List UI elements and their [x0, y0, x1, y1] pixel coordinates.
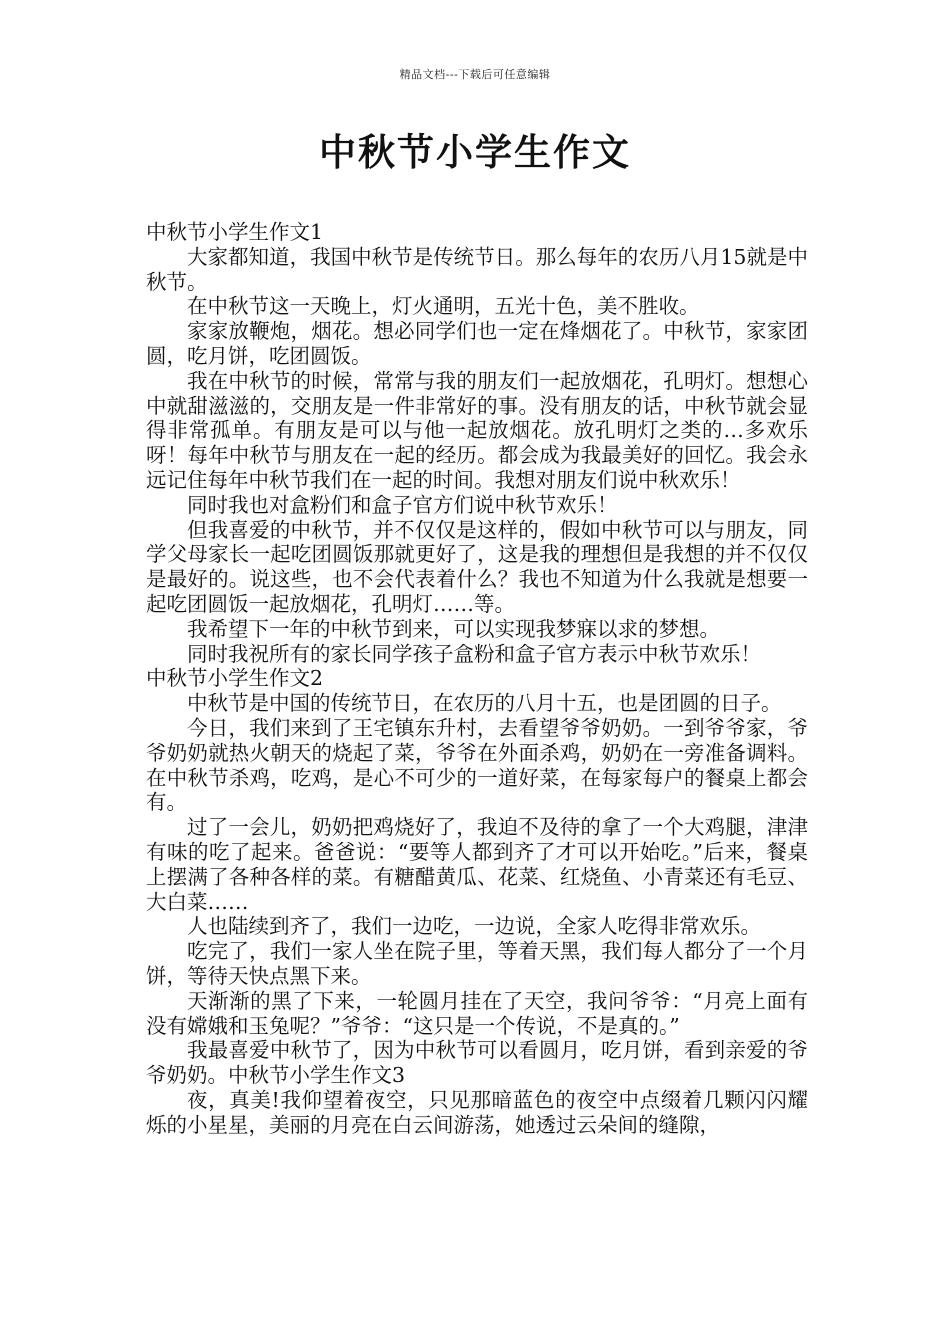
- paragraph: 我最喜爱中秋节了，因为中秋节可以看圆月，吃月饼，看到亲爱的爷爷奶奶。中秋节小学生作文3: [146, 1038, 808, 1088]
- paragraph: 家家放鞭炮，烟花。想必同学们也一定在烽烟花了。中秋节，家家团圆，吃月饼，吃团圆饭。: [146, 319, 808, 368]
- paragraph: 中秋节是中国的传统节日，在农历的八月十五，也是团圆的日子。: [187, 691, 782, 716]
- paragraph: 今日，我们来到了王宅镇东升村，去看望爷爷奶奶。一到爷爷家，爷爷奶奶就热火朝天的烧起了菜，爷爷在外面杀鸡，奶奶在一旁准备调料。在中秋节杀鸡，吃鸡，是心不可少的一道好菜，在每家每户的餐桌上都会有。: [146, 715, 808, 815]
- document-title: 中秋节小学生作文: [319, 131, 631, 174]
- paragraph: 同时我也对盒粉们和盒子官方们说中秋节欢乐！: [187, 492, 618, 517]
- paragraph: 夜，真美!我仰望着夜空，只见那暗蓝色的夜空中点缀着几颗闪闪耀烁的小星星，美丽的月亮在白云间游荡，她透过云朵间的缝隙，: [146, 1087, 808, 1137]
- paragraph: 过了一会儿，奶奶把鸡烧好了，我迫不及待的拿了一个大鸡腿，津津有味的吃了起来。爸爸说：“要等人都到齐了才可以开始吃。”后来，餐桌上摆满了各种各样的菜。有糖醋黄瓜、花菜、红烧鱼、小青菜还有毛豆、大白菜……: [146, 815, 808, 914]
- paragraph: 我希望下一年的中秋节到来，可以实现我梦寐以求的梦想。: [187, 616, 720, 641]
- paragraph: 天渐渐的黑了下来，一轮圆月挂在了天空，我问爷爷：“月亮上面有没有嫦娥和玉兔呢？”爷爷：“这只是一个传说，不是真的。”: [146, 988, 808, 1038]
- header-note: 精品文档---下载后可任意编辑: [399, 68, 551, 81]
- paragraph: 吃完了，我们一家人坐在院子里，等着天黑，我们每人都分了一个月饼，等待天快点黑下来。: [146, 939, 808, 988]
- paragraph: 大家都知道，我国中秋节是传统节日。那么每年的农历八月15就是中秋节。: [146, 244, 808, 294]
- paragraph: 人也陆续到齐了，我们一边吃，一边说，全家人吃得非常欢乐。: [187, 914, 761, 939]
- paragraph: 我在中秋节的时候，常常与我的朋友们一起放烟花，孔明灯。想想心中就甜滋滋的，交朋友是一件非常好的事。没有朋友的话，中秋节就会显得非常孤单。有朋友是可以与他一起放烟花。放孔明灯之类的…多欢乐呀！每年中秋节与朋友在一起的经历。都会成为我最美好的回忆。我会永远记住每年中秋节我们在一起的时间。我想对朋友们说中秋欢乐！: [146, 368, 808, 492]
- essay-heading-2: 中秋节小学生作文2: [146, 666, 324, 691]
- essay-heading-1: 中秋节小学生作文1: [146, 220, 324, 244]
- document-body: [146, 220, 808, 1137]
- paragraph: 在中秋节这一天晚上，灯火通明，五光十色，美不胜收。: [187, 294, 700, 319]
- paragraph: 同时我祝所有的家长同学孩子盒粉和盒子官方表示中秋节欢乐！: [187, 641, 761, 666]
- paragraph: 但我喜爱的中秋节，并不仅仅是这样的，假如中秋节可以与朋友，同学父母家长一起吃团圆饭那就更好了，这是我的理想但是我想的并不仅仅是最好的。说这些，也不会代表着什么？我也不知道为什么我就是想要一起吃团圆饭一起放烟花，孔明灯……等。: [146, 517, 808, 616]
